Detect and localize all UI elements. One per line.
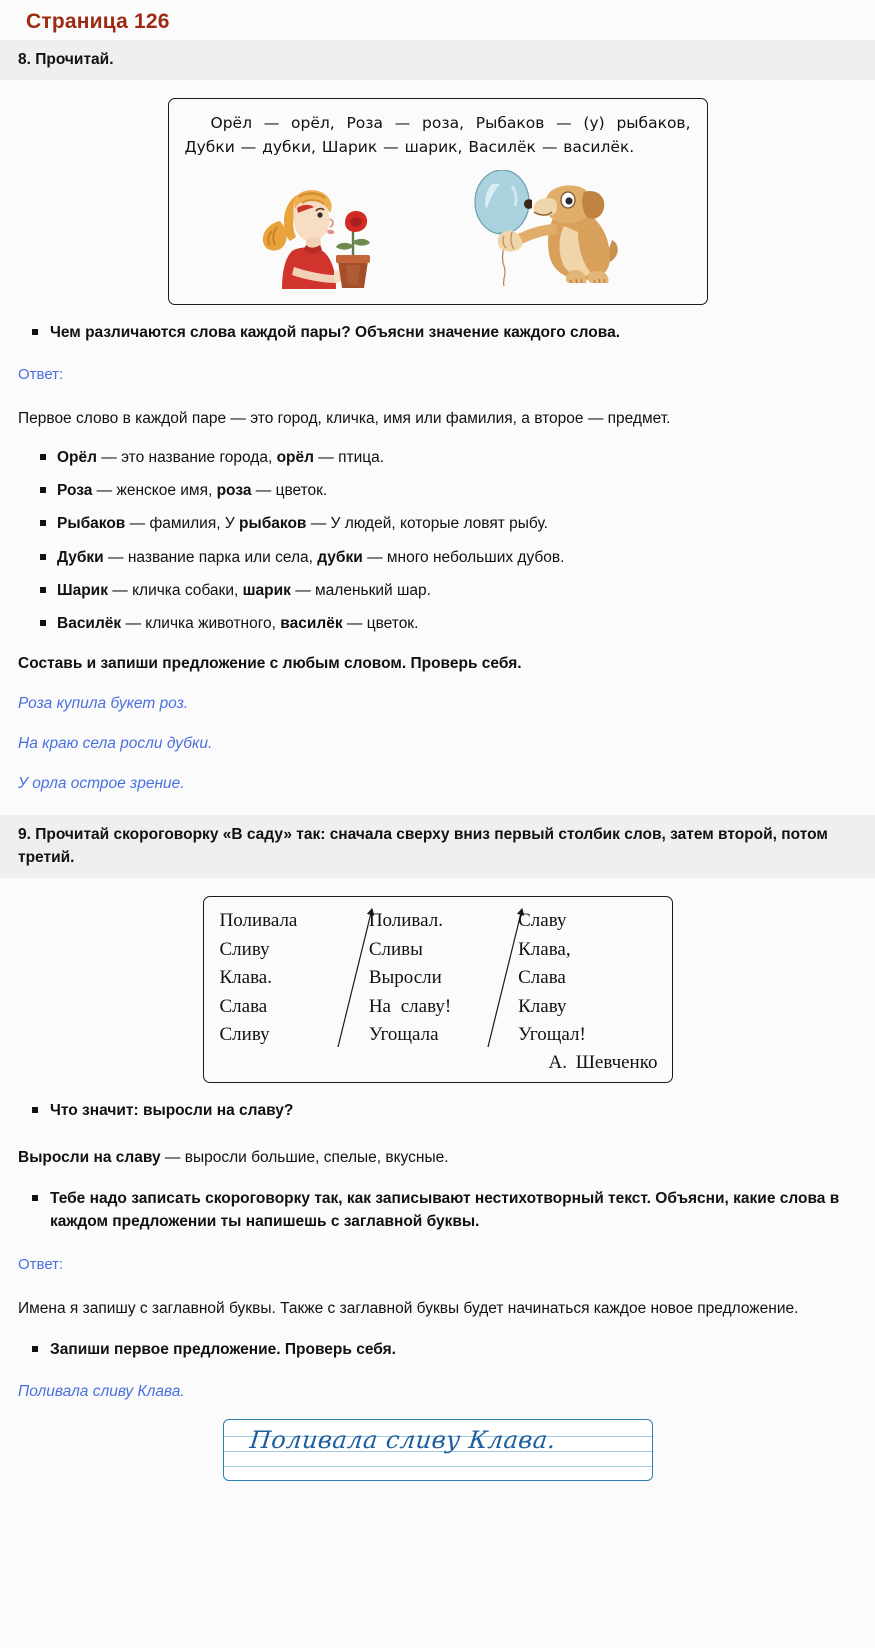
exercise-8-header: 8. Прочитай. — [0, 40, 875, 80]
exercise-9-sentence: Поливала сливу Клава. — [18, 1383, 185, 1401]
word-middle: — кличка собаки, — [107, 581, 243, 599]
exercise-9-answer-1 — [18, 1144, 857, 1171]
exercise-9-question-1: Что значит: выросли на славу? — [32, 1099, 865, 1122]
list-item — [40, 579, 865, 602]
exercise-8-content — [0, 98, 875, 793]
copybook-rule — [224, 1466, 652, 1467]
word-tail: — цветок. — [251, 482, 328, 500]
poem-line: Слава — [518, 967, 566, 989]
exercise-8-question-list — [10, 321, 865, 344]
exercise-8-box — [168, 98, 708, 304]
poem-line: Угощал! — [518, 1024, 586, 1046]
exercise-8-task2: Составь и запиши предложение с любым словом. Проверь себя. — [18, 655, 522, 673]
girl-with-rose-illustration — [250, 175, 380, 290]
poem-line: Угощала — [368, 1024, 439, 1046]
exercise-9-question-3: Запиши первое предложение. Проверь себя. — [32, 1338, 865, 1361]
poem-line: Сливу — [219, 1024, 270, 1046]
word-tail: — цветок. — [342, 615, 419, 633]
poem-line: На славу! — [368, 995, 452, 1017]
word-lower: роза — [216, 482, 252, 500]
word-middle: — кличка животного, — [121, 615, 281, 633]
word-lower: дубки — [317, 548, 363, 566]
answer-1-rest: — выросли большие, спелые, вкусные. — [160, 1149, 449, 1167]
word-capital: Орёл — [57, 448, 97, 466]
list-item — [40, 446, 865, 469]
word-tail: — много небольших дубов. — [362, 548, 565, 566]
exercise-9-question-2 — [32, 1187, 865, 1234]
dog-with-balloon-illustration — [460, 170, 625, 290]
poem-line: Поливала — [219, 910, 298, 932]
page-title: Страница 126 — [26, 10, 170, 33]
exercise-9-question-3-list — [10, 1338, 865, 1361]
word-capital: Дубки — [57, 548, 104, 566]
exercise-9-content — [0, 896, 875, 1481]
word-lower: рыбаков — [239, 515, 307, 533]
word-capital: Рыбаков — [57, 515, 126, 533]
word-middle: — это название города, — [97, 448, 277, 466]
poem-column-1 — [220, 907, 369, 1050]
question-2-line-1: Тебе надо записать скороговорку так, как записывают нестихотворный текст. — [50, 1190, 651, 1208]
question-2-line-2: Объясни, какие слова в каждом предложении ты напишешь с заглавной буквы. — [50, 1190, 840, 1231]
list-item — [40, 479, 865, 502]
exercise-8-sentence-2: На краю села росли дубки. — [18, 735, 213, 753]
poem-author: А. Шевченко — [548, 1051, 658, 1073]
copybook-box — [223, 1419, 653, 1481]
poem-line: Сливу — [219, 938, 270, 960]
exercise-8-sentence-3: У орла острое зрение. — [18, 775, 185, 793]
exercise-9-poem-box — [203, 896, 673, 1083]
word-lower: орёл — [276, 448, 314, 466]
poem-line: Славу — [518, 910, 567, 932]
exercise-9-question-2-list — [10, 1187, 865, 1234]
word-lower: василёк — [280, 615, 343, 633]
poem-column-3 — [518, 907, 657, 1050]
word-capital: Василёк — [57, 615, 122, 633]
exercise-8-answer-intro: Первое слово в каждой паре — это город, кличка, имя или фамилия, а второе — предмет. — [18, 409, 671, 427]
word-capital: Роза — [57, 482, 93, 500]
exercise-8-question: Чем различаются слова каждой пары? Объясни значение каждого слова. — [32, 321, 865, 344]
word-middle: — название парка или села, — [103, 548, 318, 566]
poem-line: Слава — [219, 995, 268, 1017]
exercise-9-header: 9. Прочитай скороговорку «В саду» так: сначала сверху вниз первый столбик слов, затем второй, потом третий. — [0, 815, 875, 878]
word-tail: — маленький шар. — [290, 581, 431, 599]
poem-line: Сливы — [368, 938, 423, 960]
poem-line: Клава, — [518, 938, 571, 960]
exercise-8-box-text: Орёл — орёл, Роза — роза, Рыбаков — (у) рыбаков, Дубки — дубки, Шарик — шарик, Василёк — василёк. — [184, 114, 691, 157]
exercise-8-figures — [185, 170, 691, 294]
poem-line: Клава. — [219, 967, 272, 989]
poem-grid — [220, 907, 658, 1050]
list-item — [40, 612, 865, 635]
answer-1-bold: Выросли на славу — [18, 1149, 161, 1167]
poem-line: Клаву — [518, 995, 567, 1017]
poem-line: Поливал. — [368, 910, 443, 932]
poem-column-2 — [369, 907, 518, 1050]
exercise-9-answer-label: Ответ: — [18, 1255, 64, 1273]
word-middle: — фамилия, У — [125, 515, 239, 533]
exercise-9-question-1-list — [10, 1099, 865, 1122]
word-capital: Шарик — [57, 581, 108, 599]
exercise-9-answer-2: Имена я запишу с заглавной буквы. Также с заглавной буквы будет начинаться каждое новое предложение. — [18, 1299, 799, 1317]
exercise-8-sentence-1: Роза купила букет роз. — [18, 695, 189, 713]
word-middle: — женское имя, — [92, 482, 217, 500]
word-lower: шарик — [242, 581, 291, 599]
exercise-8-answer-label: Ответ: — [18, 365, 64, 383]
list-item — [40, 512, 865, 535]
word-tail: — птица. — [314, 448, 385, 466]
copybook-handwriting: Поливала сливу Клава. — [248, 1426, 557, 1455]
exercise-8-word-list — [10, 446, 865, 636]
word-tail: — У людей, которые ловят рыбу. — [306, 515, 548, 533]
poem-line: Выросли — [368, 967, 442, 989]
list-item — [40, 546, 865, 569]
